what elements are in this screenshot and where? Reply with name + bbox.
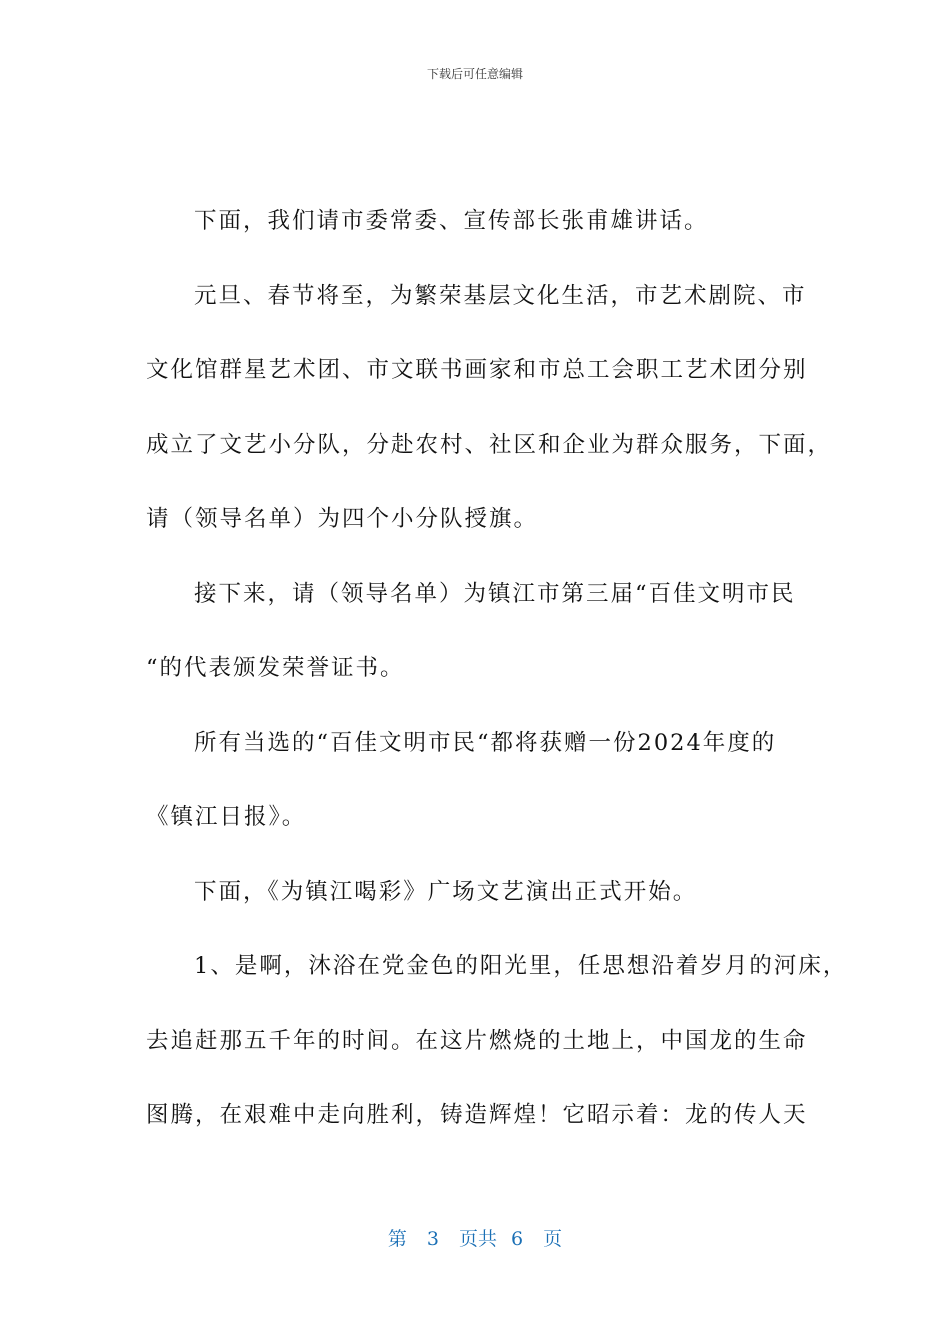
footer-prefix: 第 <box>387 1228 407 1250</box>
body-line: 下面，我们请市委常委、宣传部长张甫雄讲话。 <box>194 208 709 234</box>
body-line: 元旦、春节将至，为繁荣基层文化生活，市艺术剧院、市 <box>194 283 807 309</box>
body-line: 文化馆群星艺术团、市文联书画家和市总工会职工艺术团分别 <box>146 357 808 383</box>
page-header-note: 下载后可任意编辑 <box>426 67 523 81</box>
body-line: 图腾，在艰难中走向胜利，铸造辉煌！它昭示着：龙的传人天 <box>146 1102 808 1128</box>
footer-suffix: 页 <box>543 1228 563 1250</box>
body-line: 成立了文艺小分队，分赴农村、社区和企业为群众服务，下面， <box>146 432 833 458</box>
body-line: 1、是啊，沐浴在党金色的阳光里，任思想沿着岁月的河床， <box>194 953 848 979</box>
body-line: 下面，《为镇江喝彩》广场文艺演出正式开始。 <box>194 879 698 905</box>
body-line: 请（领导名单）为四个小分队授旗。 <box>146 506 539 532</box>
footer-middle: 页共 <box>458 1228 497 1250</box>
body-line: 所有当选的“百佳文明市民“都将获赠一份2024年度的 <box>194 730 777 756</box>
footer-total-pages: 6 <box>511 1228 524 1250</box>
body-line: 去追赶那五千年的时间。在这片燃烧的土地上，中国龙的生命 <box>146 1028 808 1054</box>
body-line: 《镇江日报》。 <box>146 804 307 830</box>
body-line: 接下来，请（领导名单）为镇江市第三届“百佳文明市民 <box>194 581 796 607</box>
page-footer <box>0 1226 950 1252</box>
body-line: “的代表颁发荣誉证书。 <box>146 655 405 681</box>
footer-current-page: 3 <box>426 1228 439 1250</box>
